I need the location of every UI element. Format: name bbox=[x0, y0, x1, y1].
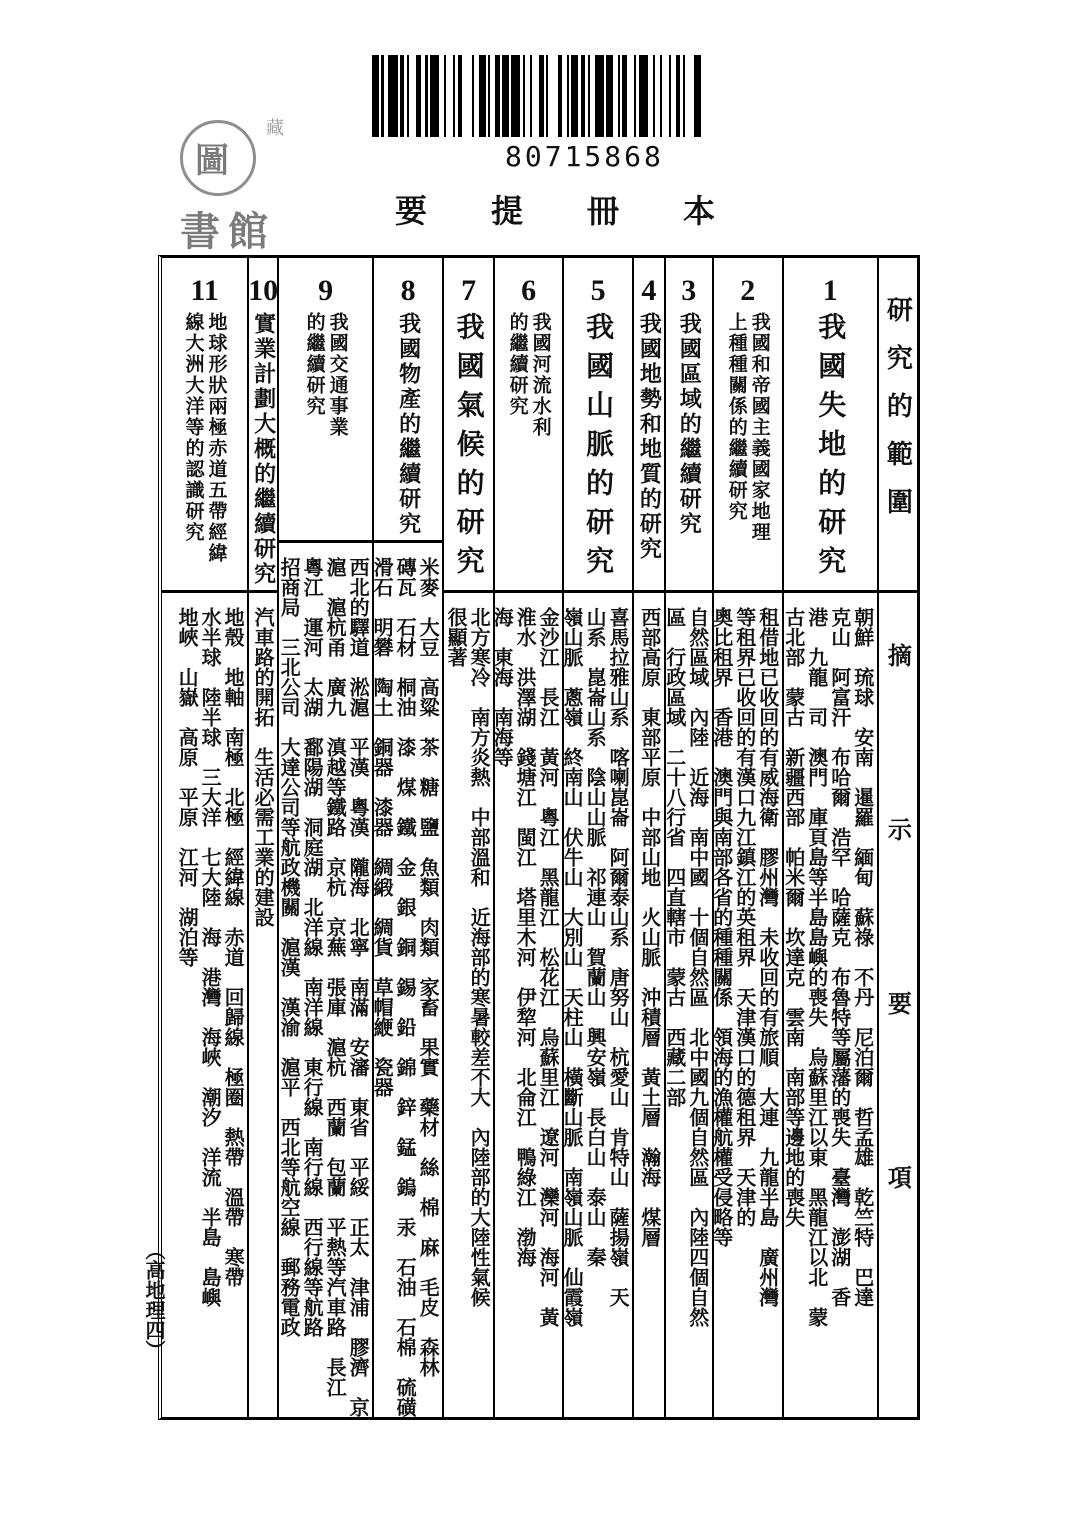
item-line: 很顯著 bbox=[444, 607, 469, 667]
title-char: 提 bbox=[490, 192, 523, 230]
barcode-bar bbox=[502, 55, 509, 137]
topic-column-11 bbox=[162, 258, 247, 1417]
topic-column-10 bbox=[247, 258, 277, 1417]
barcode bbox=[372, 55, 702, 137]
item-line: 山系 崑崙山系 陰山山脈 祁連山 賀蘭山 興安嶺 長白山 泰山 秦 bbox=[583, 607, 608, 1267]
item-line: 招商局 三北公司 大達公司等航政機關 滬漢 漢渝 滬平 西北等航空線 郵務電政 bbox=[277, 557, 302, 1337]
topic-items bbox=[634, 593, 664, 1417]
barcode-bar bbox=[627, 55, 634, 137]
barcode-bar bbox=[694, 55, 701, 137]
topic-items bbox=[444, 593, 493, 1417]
item-line: 滬 滬杭甬 廣九 滇越等鐵路 京杭 京蕪 張庫 滬杭 西蘭 包蘭 平熱等汽車路 長江 bbox=[323, 557, 348, 1397]
item-line: 區 行政區域 二十八行省 四直轄市 蒙古 西藏二部 bbox=[662, 607, 687, 1107]
barcode-bar bbox=[446, 55, 453, 137]
topic-header bbox=[634, 258, 664, 593]
topic-header bbox=[784, 258, 877, 593]
barcode-bar bbox=[532, 55, 539, 137]
topic-items bbox=[490, 593, 562, 1417]
item-line: 淮水 洪澤湖 錢塘江 閩江 塔里木河 伊犂河 北侖江 鴨綠江 渤海 bbox=[513, 607, 538, 1267]
barcode-bar bbox=[388, 55, 397, 137]
topic-items bbox=[560, 593, 632, 1417]
topic-title: 上種種關係的繼續研究 bbox=[725, 312, 748, 522]
item-line: 北方寒冷 南方炎熱 中部溫和 近海部的寒暑較差不大 內陸部的大陸性氣候 bbox=[467, 607, 492, 1307]
topic-header bbox=[162, 258, 247, 593]
item-line: 奧比租界 香港 澳門與南部各省的種種關係 領海的漁權航權受侵略等 bbox=[709, 607, 734, 1247]
topic-title: 我國河流水利 bbox=[529, 312, 552, 438]
barcode-bar bbox=[409, 55, 416, 137]
item-line: 朝鮮 琉球 安南 暹羅 緬甸 蘇祿 不丹 尼泊爾 哲孟雄 乾竺特 巴達 bbox=[850, 607, 875, 1307]
barcode-bar bbox=[479, 55, 486, 137]
topic-title: 我國氣候的研究 bbox=[452, 312, 486, 585]
topic-number: 11 bbox=[190, 274, 219, 307]
footer-label: （高地理四） bbox=[142, 1240, 166, 1360]
topic-title: 我國物產的繼續研究 bbox=[395, 312, 422, 537]
title-char: 本 bbox=[682, 192, 715, 230]
item-line: 西北的驛道 淞滬 平漢 粵漢 隴海 北寧 南滿 安瀋 東省 平綏 正太 津浦 膠濟 京 bbox=[346, 557, 371, 1417]
item-line: 等租界已收回的有漢口九江鎮江的英租界 天津漢口的德租界 天津的 bbox=[732, 607, 757, 1227]
topic-column-4 bbox=[632, 258, 664, 1417]
item-line: 粵江 運河 太湖 鄱陽湖 洞庭湖 北洋線 南洋線 東行線 南行線 西行線等航路 bbox=[300, 557, 325, 1337]
topic-number: 4 bbox=[641, 274, 657, 307]
barcode-bar bbox=[662, 55, 669, 137]
barcode-bar bbox=[606, 55, 613, 137]
barcode-bar bbox=[372, 55, 379, 137]
topic-number: 6 bbox=[521, 274, 537, 307]
item-line: 海 東海 南海等 bbox=[490, 607, 515, 767]
topic-number: 7 bbox=[461, 274, 477, 307]
topic-items bbox=[162, 593, 247, 1417]
barcode-bar bbox=[571, 55, 578, 137]
header-column bbox=[877, 258, 917, 1417]
item-line: 租借地已收回的有威海衛 膠州灣 未收回的有旅順 大連 九龍半島 廣州灣 bbox=[755, 607, 780, 1307]
topic-items bbox=[279, 543, 372, 1417]
topic-number: 9 bbox=[318, 274, 334, 307]
scope-heading: 研究的範圍 bbox=[882, 296, 913, 536]
topic-title: 的繼續研究 bbox=[506, 312, 529, 417]
topic-title: 我國地勢和地質的研究 bbox=[636, 312, 663, 562]
barcode-bar bbox=[685, 55, 694, 137]
topic-items bbox=[662, 593, 712, 1417]
topic-title: 線大洲大洋等的認識研究 bbox=[182, 312, 205, 543]
item-line: 自然區域 內陸 近海 南中國 十個自然區 北中國九個自然區 內陸四個自然 bbox=[685, 607, 710, 1327]
item-line: 金沙江 長江 黃河 粵江 黑龍江 松花江 烏蘇里江 遼河 灤河 海河 黃 bbox=[536, 607, 561, 1327]
item-line: 喜馬拉雅山系 喀喇崑崙 阿爾泰山系 唐努山 杭愛山 肯特山 薩揚嶺 天 bbox=[606, 607, 631, 1307]
item-line: 地峽 山嶽 高原 平原 江河 湖泊等 bbox=[175, 607, 200, 967]
topic-title: 我國失地的研究 bbox=[814, 312, 848, 585]
topic-header bbox=[495, 258, 562, 593]
topic-items bbox=[781, 593, 877, 1417]
item-line: 地殼 地軸 南極 北極 經緯線 赤道 回歸線 極圈 熱帶 溫帶 寒帶 bbox=[221, 607, 246, 1287]
topic-header bbox=[249, 258, 277, 593]
topic-items bbox=[249, 593, 277, 1417]
topic-column-1 bbox=[782, 258, 877, 1417]
item-line: 西部高原 東部平原 中部山地 火山脈 沖積層 黃土層 瀚海 煤層 bbox=[637, 607, 662, 1247]
topic-column-3 bbox=[664, 258, 712, 1417]
topic-number: 10 bbox=[248, 274, 279, 307]
item-line: 米麥 大豆 高粱 茶 糖 鹽 魚類 肉類 家畜 果實 藥材 絲 棉 麻 毛皮 森林 bbox=[416, 557, 441, 1377]
topic-header bbox=[666, 258, 712, 593]
topic-number: 3 bbox=[681, 274, 697, 307]
barcode-bar bbox=[548, 55, 557, 137]
topic-header bbox=[279, 258, 372, 543]
item-line: 古北部 蒙古 新疆西部 帕米爾 坎達克 雲南 南部等邊地的喪失 bbox=[781, 607, 806, 1227]
topic-title: 我國區域的繼續研究 bbox=[676, 312, 703, 537]
item-line: 滑石 明礬 陶土 銅器 漆器 綢緞 綢貨 草帽緶 瓷器 bbox=[370, 557, 395, 1097]
library-stamp: 圖 書館 藏 bbox=[180, 118, 284, 255]
topic-title: 實業計劃大概的繼續研究 bbox=[250, 312, 277, 587]
topic-header bbox=[714, 258, 782, 593]
item-line: 磚瓦 石材 桐油 漆 煤 鐵 金 銀 銅 錫 鉛 錦 鋅 錳 鎢 汞 石油 石棉 硫磺 bbox=[393, 557, 418, 1417]
items-heading: 摘示要項 bbox=[883, 643, 913, 1339]
topic-title: 地球形狀兩極赤道五帶經緯 bbox=[205, 312, 228, 564]
document-title bbox=[395, 186, 715, 232]
item-line: 水半球 陸半球 三大洋 七大陸 海 港灣 海峽 潮汐 洋流 半島 島嶼 bbox=[198, 607, 223, 1307]
topic-number: 2 bbox=[740, 274, 756, 307]
topic-column-6 bbox=[490, 258, 562, 1417]
topic-column-5 bbox=[562, 258, 632, 1417]
barcode-bar bbox=[511, 55, 520, 137]
topic-title: 我國和帝國主義國家地理 bbox=[748, 312, 771, 543]
topic-header bbox=[564, 258, 632, 593]
item-line: 克山 阿富汗 布哈爾 浩罕 哈薩克 布魯特等屬藩的喪失 臺灣 澎湖 香 bbox=[827, 607, 852, 1307]
item-line: 港 九龍 司 澳門 庫頁島等半島島嶼的喪失 烏蘇里江以東 黑龍江以北 蒙 bbox=[804, 607, 829, 1327]
title-char: 冊 bbox=[586, 192, 619, 230]
topic-title: 我國山脈的研究 bbox=[582, 312, 616, 585]
barcode-bar bbox=[639, 55, 648, 137]
topic-title: 我國交通事業 bbox=[326, 312, 349, 438]
item-line: 汽車路的開拓 生活必需工業的建設 bbox=[251, 607, 276, 927]
barcode-bar bbox=[430, 55, 439, 137]
item-line: 嶺山脈 蔥嶺 終南山 伏牛山 大別山 天柱山 橫斷山脈 南嶺山脈 仙霞嶺 bbox=[560, 607, 585, 1327]
topic-number: 5 bbox=[590, 274, 606, 307]
topic-items bbox=[709, 593, 782, 1417]
summary-table bbox=[158, 255, 920, 1420]
title-char: 要 bbox=[395, 192, 428, 230]
topic-title: 的繼續研究 bbox=[303, 312, 326, 417]
barcode-number: 80715868 bbox=[505, 140, 664, 173]
barcode-bar bbox=[595, 55, 604, 137]
topic-number: 8 bbox=[400, 274, 416, 307]
barcode-bar bbox=[462, 55, 471, 137]
topic-header bbox=[374, 258, 442, 543]
topic-header bbox=[444, 258, 493, 593]
topic-column-2 bbox=[709, 258, 782, 1417]
topic-column-9 bbox=[277, 258, 372, 1417]
topic-items bbox=[370, 543, 442, 1417]
topic-column-7 bbox=[442, 258, 493, 1417]
topic-column-8 bbox=[372, 258, 442, 1417]
topic-number: 1 bbox=[822, 274, 838, 307]
